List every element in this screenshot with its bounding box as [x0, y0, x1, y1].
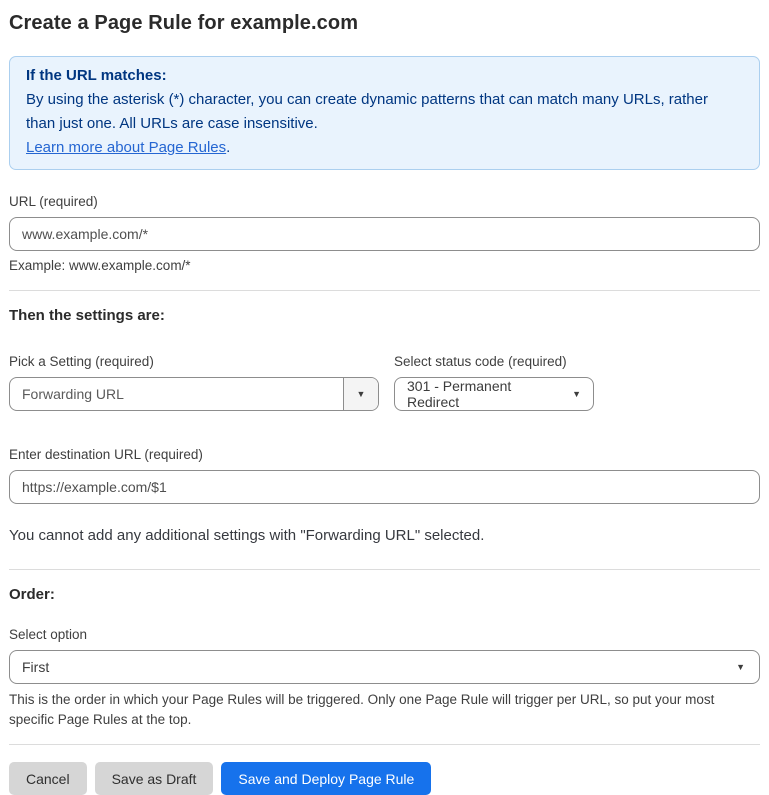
info-box-body: By using the asterisk (*) character, you can create dynamic patterns that can match many URLs, rather than just one. All URLs are case insensitive. — [26, 91, 708, 132]
status-select-value: 301 - Permanent Redirect — [407, 378, 512, 410]
url-field-label: URL (required) — [9, 194, 98, 209]
order-section-heading: Order: — [9, 586, 55, 603]
save-and-deploy-button[interactable]: Save and Deploy Page Rule — [221, 762, 431, 795]
chevron-down-icon: ▼ — [572, 388, 581, 399]
setting-select-column — [9, 324, 379, 411]
learn-more-link[interactable]: Learn more about Page Rules — [26, 139, 227, 156]
forwarding-url-note: You cannot add any additional settings with "Forwarding URL" selected. — [9, 527, 485, 544]
url-input[interactable] — [9, 217, 760, 251]
settings-section-heading: Then the settings are: — [9, 307, 165, 324]
url-matches-info-box — [9, 56, 760, 170]
link-suffix: . — [226, 139, 231, 156]
settings-selects-row — [9, 324, 760, 411]
divider — [9, 569, 760, 570]
save-as-draft-button[interactable]: Save as Draft — [95, 762, 214, 795]
order-select-value: First — [22, 659, 50, 675]
status-select-label: Select status code (required) — [394, 354, 567, 369]
cancel-button[interactable]: Cancel — [9, 762, 87, 795]
order-select[interactable] — [9, 650, 760, 684]
divider — [9, 744, 760, 745]
setting-select-label: Pick a Setting (required) — [9, 354, 154, 369]
order-select-label: Select option — [9, 627, 88, 642]
status-code-select[interactable] — [394, 377, 594, 411]
page-title: Create a Page Rule for example.com — [9, 12, 359, 34]
order-helper-text: This is the order in which your Page Rules will be triggered. Only one Page Rule will trigger per URL, so put your most specific Page Rules at the top. — [9, 692, 715, 727]
setting-select-value: Forwarding URL — [22, 386, 124, 402]
chevron-down-icon: ▼ — [356, 388, 366, 399]
info-box-heading: If the URL matches: — [26, 67, 167, 84]
setting-select-arrow-box — [343, 378, 378, 410]
footer-button-row — [9, 762, 760, 795]
destination-url-label: Enter destination URL (required) — [9, 447, 203, 462]
chevron-down-icon: ▼ — [736, 661, 745, 672]
destination-url-input[interactable] — [9, 470, 760, 504]
info-box-link-line — [26, 136, 743, 160]
status-select-column — [394, 324, 594, 411]
divider — [9, 290, 760, 291]
setting-select[interactable] — [9, 377, 379, 411]
url-example-helper: Example: www.example.com/* — [9, 258, 191, 273]
